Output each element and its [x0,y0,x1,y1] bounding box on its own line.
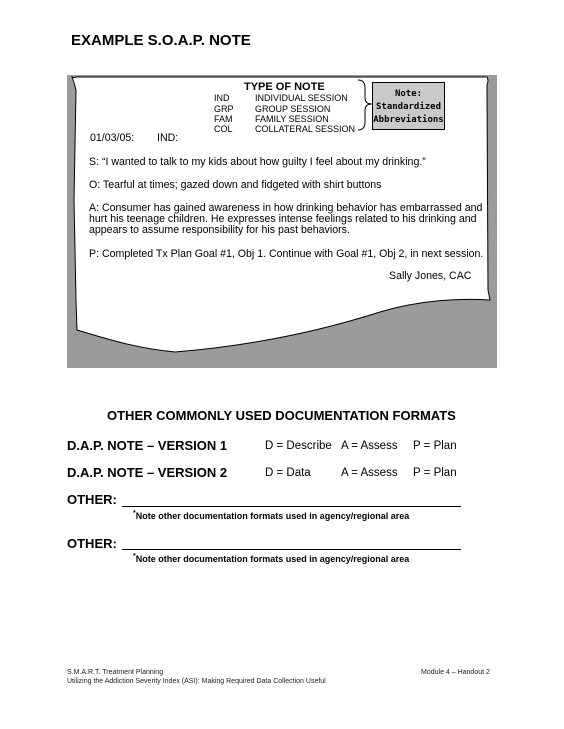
dap-version-2-label: D.A.P. NOTE – VERSION 2 [67,465,228,480]
other-label: OTHER: [67,492,117,507]
type-code: FAM [214,114,233,124]
section-title: OTHER COMMONLY USED DOCUMENTATION FORMATS [107,408,456,423]
dap-1-a: A = Assess [341,440,398,452]
other-footnote [133,511,409,521]
other-footnote [133,554,409,564]
note-date: 01/03/05: [90,132,135,144]
footnote-star: * [133,510,136,517]
soap-objective: O: Tearful at times; gazed down and fidgeted with shirt buttons [89,179,382,191]
type-code: IND [214,93,230,103]
other-fill-in-line[interactable] [122,549,461,550]
standardized-abbreviations-note [372,82,445,130]
type-desc: COLLATERAL SESSION [255,124,356,134]
note-box-line: Abbreviations [373,115,444,125]
soap-assessment-line: appears to assume responsibility for his past behaviors. [89,224,350,236]
dap-version-1-label: D.A.P. NOTE – VERSION 1 [67,438,228,453]
type-desc: FAMILY SESSION [255,114,329,124]
dap-1-d: D = Describe [265,440,332,452]
soap-assessment-line: A: Consumer has gained awareness in how drinking behavior has embarrassed and [89,202,483,214]
dap-2-d: D = Data [265,467,311,479]
footer-title: S.M.A.R.T. Treatment Planning [67,669,164,676]
other-footnote-text: Note other documentation formats used in agency/regional area [135,511,410,521]
note-box-line: Standardized [375,102,442,112]
type-of-note-title: TYPE OF NOTE [244,81,325,93]
type-code: GRP [214,104,234,114]
type-desc: GROUP SESSION [255,104,331,114]
page-title: EXAMPLE S.O.A.P. NOTE [71,32,251,49]
soap-plan: P: Completed Tx Plan Goal #1, Obj 1. Continue with Goal #1, Obj 2, in next session. [89,248,484,260]
note-type: IND: [157,132,179,144]
clinician-signature: Sally Jones, CAC [389,270,472,282]
dap-1-p: P = Plan [413,440,457,452]
footnote-star: * [133,553,136,560]
footer-subtitle: Utilizing the Addiction Severity Index (ASI): Making Required Data Collection Useful [67,678,326,685]
dap-2-p: P = Plan [413,467,457,479]
note-box-line: Note: [394,89,423,99]
other-label: OTHER: [67,536,117,551]
dap-2-a: A = Assess [341,467,398,479]
type-code: COL [214,124,233,134]
soap-subjective: S: “I wanted to talk to my kids about how guilty I feel about my drinking.” [89,156,426,168]
other-fill-in-line[interactable] [122,506,461,507]
footer-module: Module 4 – Handout 2 [421,669,490,676]
soap-assessment-line: hurt his teenage children. He expresses intense feelings related to his drinking and [89,213,477,225]
type-desc: INDIVIDUAL SESSION [255,93,348,103]
other-footnote-text: Note other documentation formats used in agency/regional area [135,554,410,564]
